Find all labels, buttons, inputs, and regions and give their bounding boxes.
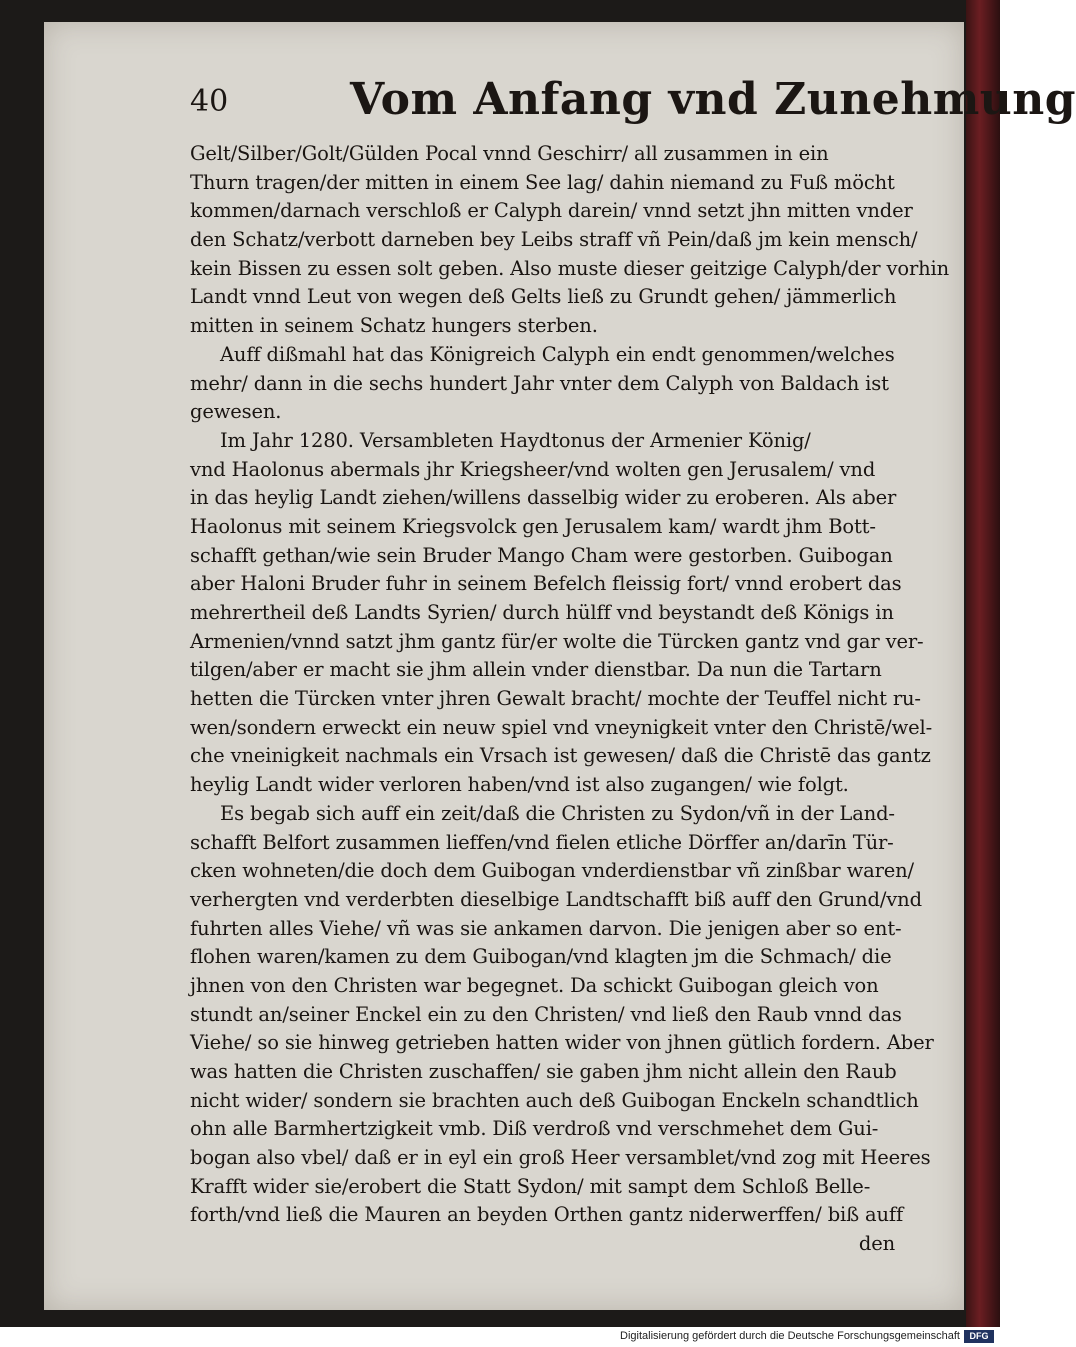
text-line: che vneinigkeit nachmals ein Vrsach ist gewesen/ daß die Christē das gantz [190, 744, 931, 768]
text-line: ohn alle Barmhertzigkeit vmb. Diß verdroß vnd verschmehet dem Gui- [190, 1117, 879, 1141]
text-line: stundt an/seiner Enckel ein zu den Christen/ vnd ließ den Raub vnnd das [190, 1002, 902, 1026]
text-line: flohen waren/kamen zu dem Guibogan/vnd klagten jm die Schmach/ die [190, 945, 892, 969]
text-line: schafft gethan/wie sein Bruder Mango Cham were gestorben. Guibogan [190, 543, 893, 567]
text-line: tilgen/aber er macht sie jhm allein vnder dienstbar. Da nun die Tartarn [190, 658, 882, 682]
text-line: den Schatz/verbott darneben bey Leibs straff vñ Pein/daß jm kein mensch/ [190, 228, 918, 252]
text-line: kommen/darnach verschloß er Calyph darein/ vnnd setzt jhn mitten vnder [190, 199, 913, 223]
text-line: aber Haloni Bruder fuhr in seinem Befelch fleissig fort/ vnnd erobert das [190, 572, 902, 596]
text-line: bogan also vbel/ daß er in eyl ein groß Heer versamblet/vnd zog mit Heeres [190, 1146, 931, 1170]
dfg-logo: DFG [964, 1330, 994, 1343]
text-line: hetten die Türcken vnter jhren Gewalt bracht/ mochte der Teuffel nicht ru- [190, 687, 921, 711]
text-line: mehrertheil deß Landts Syrien/ durch hülff vnd beystandt deß Königs in [190, 601, 894, 624]
text-line: Landt vnnd Leut von wegen deß Gelts ließ zu Grundt gehen/ jämmerlich [190, 285, 897, 309]
text-line: Auff dißmahl hat das Königreich Calyph ein endt genommen/welches [220, 342, 895, 366]
text-line: nicht wider/ sondern sie brachten auch deß Guibogan Enckeln schandtlich [190, 1088, 919, 1112]
text-line: schafft Belfort zusammen lieffen/vnd fielen etliche Dörffer an/darīn Tür- [190, 830, 894, 854]
text-line: fuhrten alles Viehe/ vñ was sie ankamen darvon. Die jenigen aber so ent- [190, 916, 902, 940]
text-line: in das heylig Landt ziehen/willens dasselbig wider zu eroberen. Als aber [190, 486, 897, 510]
text-line: Krafft wider sie/erobert die Statt Sydon/ mit sampt dem Schloß Belle- [190, 1174, 871, 1198]
text-line: Viehe/ so sie hinweg getrieben hatten wider von jhnen gütlich fordern. Aber [190, 1031, 934, 1055]
running-head [190, 74, 1076, 134]
text-line: gewesen. [190, 400, 282, 424]
text-line: heylig Landt wider verloren haben/vnd ist also zugangen/ wie folgt. [190, 773, 849, 797]
running-head-title: Vom Anfang vnd Zunehmung [350, 74, 1076, 125]
catchword: den [858, 1232, 895, 1256]
funding-credit: Digitalisierung gefördert durch die Deutsche Forschungsgemeinschaft [620, 1330, 960, 1342]
text-line: forth/vnd ließ die Mauren an beyden Orthen gantz niderwerffen/ biß auff [190, 1203, 904, 1227]
text-line: cken wohneten/die doch dem Guibogan vnderdienstbar vñ zinßbar waren/ [190, 859, 914, 883]
text-line: verhergten vnd verderbten dieselbige Landtschafft biß auff den Grund/vnd [190, 887, 922, 911]
text-line: kein Bissen zu essen solt geben. Also muste dieser geitzige Calyph/der vorhin [190, 256, 950, 280]
footer [0, 1327, 1000, 1347]
text-line: wen/sondern erweckt ein neuw spiel vnd vneynigkeit vnter den Christē/wel- [190, 715, 933, 739]
text-line: vnd Haolonus abermals jhr Kriegsheer/vnd wolten gen Jerusalem/ vnd [190, 457, 876, 481]
text-line: was hatten die Christen zuschaffen/ sie gaben jhm nicht allein den Raub [190, 1060, 897, 1083]
body-text [190, 140, 950, 1259]
text-line: Gelt/Silber/Golt/Gülden Pocal vnnd Geschirr/ all zusammen in ein [190, 142, 829, 165]
page-number: 40 [190, 84, 229, 119]
text-line: Thurn tragen/der mitten in einem See lag/ dahin niemand zu Fuß möcht [190, 170, 895, 194]
text-line: Im Jahr 1280. Versambleten Haydtonus der Armenier König/ [220, 428, 811, 452]
text-line: mehr/ dann in die sechs hundert Jahr vnter dem Calyph von Baldach ist [190, 371, 889, 395]
text-line: Es begab sich auff ein zeit/daß die Christen zu Sydon/vñ in der Land- [220, 801, 895, 825]
text-line: Armenien/vnnd satzt jhm gantz für/er wolte die Türcken gantz vnd gar ver- [190, 629, 924, 653]
text-line: jhnen von den Christen war begegnet. Da schickt Guibogan gleich von [190, 973, 879, 997]
book-cover-edge [966, 0, 1000, 1327]
text-line: mitten in seinem Schatz hungers sterben. [190, 314, 598, 338]
text-line: Haolonus mit seinem Kriegsvolck gen Jerusalem kam/ wardt jhm Bott- [190, 514, 876, 538]
